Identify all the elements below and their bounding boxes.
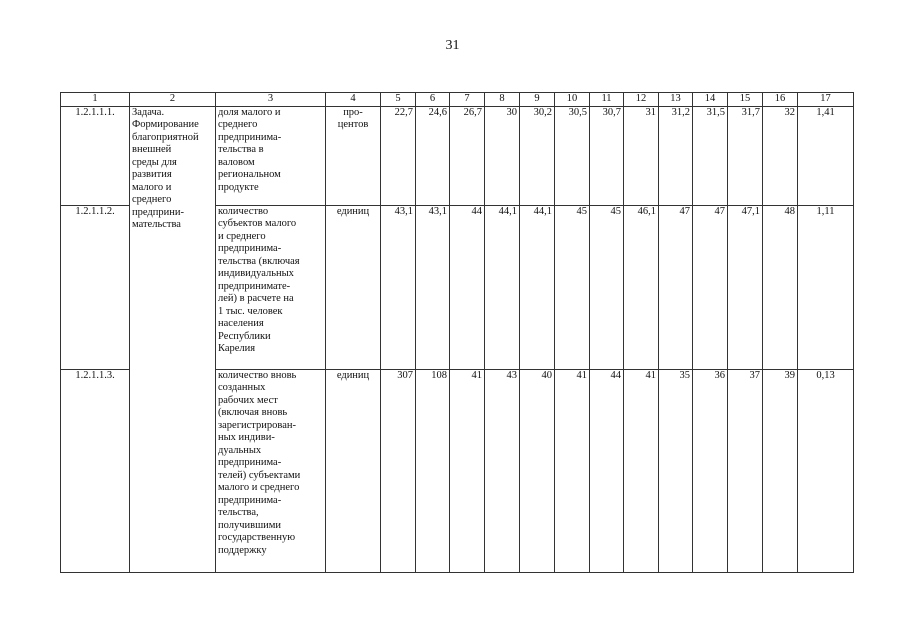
value-cell-line: 31 [645, 106, 656, 118]
unit-cell-line: про- [343, 106, 363, 118]
indicator-cell-line: тельства (включая [218, 255, 300, 267]
value-cell-line: 45 [610, 205, 621, 217]
value-cell [590, 205, 624, 369]
column-number: 12 [624, 93, 659, 107]
value-cell [693, 106, 728, 205]
value-cell-line: 24,6 [428, 106, 447, 118]
column-number: 13 [659, 93, 693, 107]
indicator-cell-line: количество вновь [218, 369, 297, 381]
indicator-cell-line: населения [218, 318, 264, 329]
value-cell-line: 31,5 [706, 106, 725, 118]
column-number: 17 [798, 93, 854, 107]
task-cell-line: малого и [132, 181, 172, 193]
value-cell-line: 46,1 [637, 205, 656, 217]
value-cell [624, 205, 659, 369]
task-cell-line: среды для [132, 156, 177, 168]
indicator-cell-line: лей) в расчете на [218, 293, 294, 304]
value-cell [590, 369, 624, 572]
value-cell [520, 205, 555, 369]
value-cell-line: 39 [784, 369, 795, 381]
ratio-cell [798, 369, 854, 572]
indicator-cell-line: созданных [218, 382, 266, 393]
task-cell [130, 106, 216, 572]
value-cell [520, 106, 555, 205]
column-number: 1 [61, 93, 130, 107]
column-number: 2 [130, 93, 216, 107]
indicator-cell-line: предпринима- [218, 494, 282, 506]
value-cell-line: 44,1 [498, 205, 517, 217]
value-cell-line: 30,5 [568, 106, 587, 118]
indicator-cell-line: продукте [218, 181, 259, 193]
column-number: 8 [485, 93, 520, 107]
value-cell-line: 44 [471, 205, 482, 217]
indicator-cell-line: зарегистрирован- [218, 419, 296, 431]
value-cell-line: 43,1 [394, 205, 413, 217]
row-code [61, 106, 130, 205]
indicator-cell [216, 369, 326, 572]
value-cell-line: 43,1 [428, 205, 447, 217]
table-header-row [61, 93, 854, 107]
page-number: 31 [445, 38, 460, 53]
value-cell [555, 369, 590, 572]
indicator-cell-line: предпринима- [218, 131, 282, 143]
ratio-cell-line: 1,41 [816, 106, 835, 118]
column-number: 10 [555, 93, 590, 107]
value-cell-line: 22,7 [394, 106, 413, 118]
value-cell-line: 30,7 [602, 106, 621, 118]
table-row [61, 106, 854, 205]
value-cell [728, 106, 763, 205]
indicator-cell-line: доля малого и [218, 106, 281, 118]
task-cell-line: благоприятной [132, 131, 199, 143]
value-cell [381, 369, 416, 572]
value-cell [416, 106, 450, 205]
value-cell-line: 41 [471, 369, 482, 381]
task-cell-line: мательства [132, 219, 181, 230]
indicator-cell-line: количество [218, 205, 269, 217]
indicator-cell-line: 1 тыс. человек [218, 305, 283, 317]
value-cell-line: 44,1 [533, 205, 552, 217]
value-cell [485, 369, 520, 572]
value-cell [728, 369, 763, 572]
ratio-cell [798, 106, 854, 205]
value-cell [590, 106, 624, 205]
value-cell-line: 48 [784, 205, 795, 217]
indicator-cell-line: Карелия [218, 343, 256, 354]
task-cell-line: среднего [132, 194, 172, 205]
task-cell-line: Формирование [132, 119, 199, 130]
value-cell-line: 47 [679, 205, 690, 217]
value-cell [659, 106, 693, 205]
value-cell-line: 35 [679, 369, 690, 381]
value-cell [555, 205, 590, 369]
value-cell [624, 106, 659, 205]
value-cell-line: 47 [714, 205, 725, 217]
row-code-line: 1.2.1.1.3. [75, 369, 115, 381]
value-cell [763, 106, 798, 205]
value-cell [659, 369, 693, 572]
value-cell [728, 205, 763, 369]
indicators-table [60, 92, 854, 573]
column-number: 9 [520, 93, 555, 107]
value-cell-line: 37 [749, 369, 760, 381]
indicator-cell-line: малого и среднего [218, 482, 300, 493]
indicator-cell-line: (включая вновь [218, 407, 288, 418]
value-cell-line: 31,7 [741, 106, 760, 118]
indicator-cell-line: предпринима- [218, 457, 282, 468]
task-cell-line: внешней [132, 144, 172, 155]
value-cell-line: 30 [506, 106, 517, 118]
value-cell [450, 106, 485, 205]
row-code [61, 205, 130, 369]
indicator-cell-line: поддержку [218, 544, 267, 556]
indicator-cell-line: Республики [218, 330, 271, 342]
value-cell-line: 40 [541, 369, 552, 381]
column-number: 3 [216, 93, 326, 107]
column-number: 14 [693, 93, 728, 107]
indicator-cell [216, 205, 326, 369]
row-code-line: 1.2.1.1.2. [75, 205, 115, 217]
column-number: 4 [326, 93, 381, 107]
column-number: 16 [763, 93, 798, 107]
row-code [61, 369, 130, 572]
value-cell [416, 205, 450, 369]
ratio-cell-line: 0,13 [816, 369, 835, 381]
task-cell-line: предприни- [132, 206, 184, 218]
value-cell [485, 205, 520, 369]
unit-cell-line: единиц [336, 369, 370, 381]
value-cell-line: 41 [645, 369, 656, 381]
value-cell-line: 26,7 [463, 106, 482, 118]
value-cell-line: 31,2 [671, 106, 690, 118]
indicator-cell-line: ных индиви- [218, 432, 275, 443]
value-cell [450, 369, 485, 572]
value-cell [381, 106, 416, 205]
indicator-cell-line: тельства, [218, 507, 259, 518]
column-number: 7 [450, 93, 485, 107]
value-cell [693, 369, 728, 572]
value-cell-line: 32 [784, 106, 795, 118]
ratio-cell-line: 1,11 [816, 205, 835, 217]
indicator-cell-line: тельства в [218, 144, 264, 155]
unit-cell [326, 205, 381, 369]
column-number: 11 [590, 93, 624, 107]
value-cell [416, 369, 450, 572]
indicator-cell-line: государственную [218, 532, 296, 543]
value-cell-line: 41 [576, 369, 587, 381]
indicator-cell-line: валовом [218, 156, 255, 168]
indicator-cell-line: получившими [218, 519, 282, 531]
unit-cell [326, 369, 381, 572]
indicator-cell-line: среднего [218, 119, 258, 130]
indicator-cell-line: и среднего [218, 230, 266, 242]
value-cell [693, 205, 728, 369]
unit-cell [326, 106, 381, 205]
value-cell [520, 369, 555, 572]
value-cell [763, 205, 798, 369]
value-cell [381, 205, 416, 369]
value-cell [624, 369, 659, 572]
indicator-cell-line: предпринимате- [218, 280, 291, 292]
value-cell-line: 307 [397, 369, 413, 381]
indicator-cell-line: рабочих мест [218, 394, 278, 406]
value-cell [485, 106, 520, 205]
value-cell [763, 369, 798, 572]
value-cell [450, 205, 485, 369]
value-cell-line: 47,1 [741, 205, 760, 217]
indicator-cell [216, 106, 326, 205]
value-cell-line: 108 [431, 369, 447, 381]
indicator-cell-line: субъектов малого [218, 218, 297, 229]
indicator-cell-line: региональном [218, 169, 281, 180]
row-code-line: 1.2.1.1.1. [75, 106, 115, 118]
unit-cell-line: центов [337, 119, 369, 130]
value-cell-line: 44 [610, 369, 621, 381]
column-number: 6 [416, 93, 450, 107]
unit-cell-line: единиц [336, 205, 370, 217]
value-cell-line: 36 [714, 369, 725, 381]
value-cell-line: 43 [506, 369, 517, 381]
value-cell-line: 45 [576, 205, 587, 217]
value-cell [659, 205, 693, 369]
indicator-cell-line: индивидуальных [218, 268, 294, 279]
indicator-cell-line: телей) субъектами [218, 469, 301, 481]
indicator-cell-line: предпринима- [218, 243, 282, 254]
indicator-cell-line: дуальных [218, 444, 262, 456]
value-cell-line: 30,2 [533, 106, 552, 118]
value-cell [555, 106, 590, 205]
column-number: 15 [728, 93, 763, 107]
task-cell-line: Задача. [132, 106, 165, 118]
column-number: 5 [381, 93, 416, 107]
task-cell-line: развития [132, 169, 172, 180]
ratio-cell [798, 205, 854, 369]
